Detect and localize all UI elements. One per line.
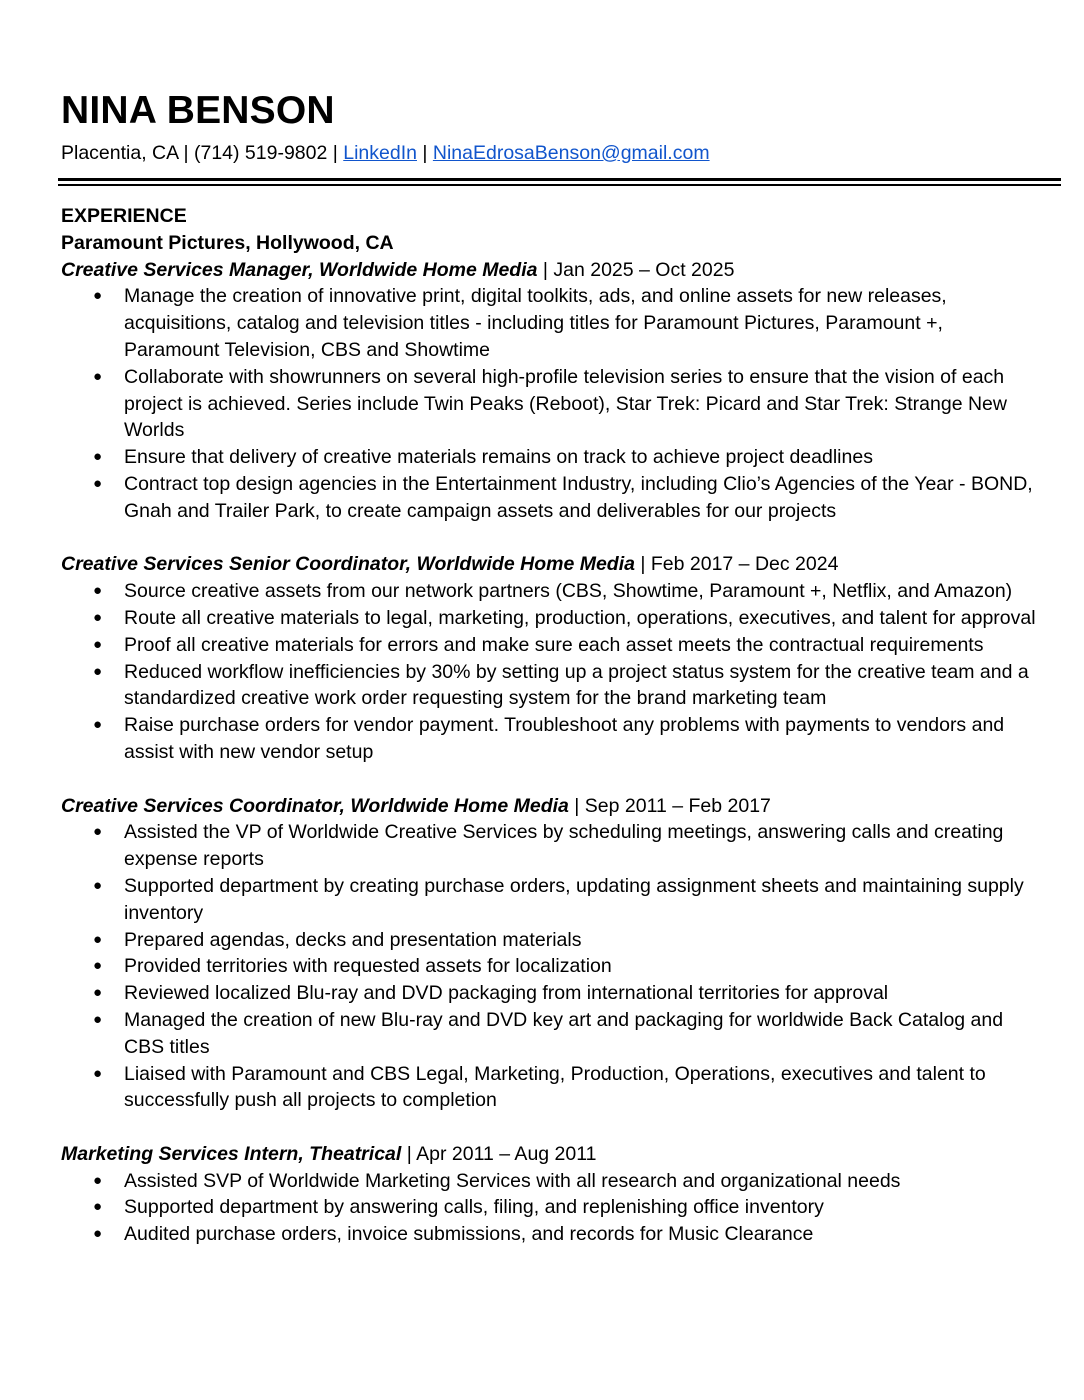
bullet-text: Reduced workflow inefficiencies by 30% by setting up a project status system for the creative team and a standardized creative work order requesting system for the brand marketing team (124, 660, 1029, 710)
contact-location: Placentia, CA (61, 142, 179, 164)
candidate-name: NINA BENSON (61, 89, 335, 132)
company-name: Paramount Pictures, Hollywood, CA (61, 231, 394, 254)
bullet-icon: ● (93, 1225, 103, 1243)
list-item (61, 283, 1051, 363)
list-item (61, 953, 1051, 980)
bullet-icon: ● (93, 930, 103, 948)
list-item (61, 444, 1051, 471)
bullet-text: Liaised with Paramount and CBS Legal, Marketing, Production, Operations, executives and talent to successfully push all projects to completion (124, 1062, 986, 1112)
list-item (61, 1007, 1051, 1061)
list-item (61, 578, 1051, 605)
role-dates: | Sep 2011 – Feb 2017 (568, 794, 771, 817)
bullet-text: Assisted the VP of Worldwide Creative Services by scheduling meetings, answering calls and creating expense reports (124, 821, 1004, 871)
contact-separator: | (327, 142, 344, 164)
role-header (61, 257, 1051, 284)
role-dates: | Jan 2025 – Oct 2025 (537, 258, 735, 281)
bullet-text: Managed the creation of new Blu-ray and DVD key art and packaging for worldwide Back Catalog and CBS titles (124, 1008, 1004, 1058)
bullet-text: Prepared agendas, decks and presentation materials (124, 928, 582, 951)
list-item (61, 364, 1051, 444)
list-item (61, 819, 1051, 873)
list-item (61, 471, 1051, 525)
bullet-icon: ● (93, 662, 103, 680)
bullet-text: Audited purchase orders, invoice submissions, and records for Music Clearance (124, 1223, 814, 1246)
section-heading-experience: EXPERIENCE (61, 205, 187, 227)
bullet-text: Supported department by answering calls, filing, and replenishing office inventory (124, 1196, 824, 1219)
list-item (61, 1194, 1051, 1221)
list-item (61, 1221, 1051, 1248)
role-title: Creative Services Manager, Worldwide Home Media (61, 258, 538, 281)
bullet-icon: ● (93, 582, 103, 600)
bullet-text: Assisted SVP of Worldwide Marketing Services with all research and organizational needs (124, 1169, 901, 1192)
email-link[interactable]: NinaEdrosaBenson@gmail.com (432, 142, 710, 164)
bullet-text: Manage the creation of innovative print, digital toolkits, ads, and online assets for new releases, acquisitions, catalog and television titles - including titles for Paramount Pictures, Paramount +, Paramount Television, CBS and Showtime (124, 285, 947, 361)
bullet-icon: ● (93, 474, 103, 492)
bullet-text: Collaborate with showrunners on several high-profile television series to ensure that the vision of each project is achieved. Series include Twin Peaks (Reboot), Star Trek: Picard and Star Trek: Strange New Worlds (124, 365, 1007, 442)
bullet-text: Reviewed localized Blu-ray and DVD packaging from international territories for approval (124, 982, 889, 1005)
bullet-icon: ● (93, 957, 103, 975)
bullet-text: Route all creative materials to legal, marketing, production, operations, executives, and talent for approval (124, 606, 1036, 629)
list-item (61, 980, 1051, 1007)
list-item (61, 873, 1051, 927)
bullet-text: Raise purchase orders for vendor payment. Troubleshoot any problems with payments to vendors and assist with new vendor setup (124, 714, 1005, 763)
spacer (61, 525, 1051, 552)
contact-line (61, 141, 710, 165)
spacer (61, 766, 1051, 793)
role-bullet-list (61, 1168, 1051, 1248)
list-item (61, 927, 1051, 954)
contact-phone: (714) 519-9802 (193, 142, 328, 164)
role-header (61, 793, 1051, 820)
bullet-icon: ● (93, 1198, 103, 1216)
bullet-icon: ● (93, 635, 103, 653)
bullet-icon: ● (93, 984, 103, 1002)
role-dates: | Feb 2017 – Dec 2024 (634, 553, 839, 576)
spacer (61, 1114, 1051, 1141)
bullet-text: Provided territories with requested assets for localization (124, 955, 612, 978)
role-title: Creative Services Coordinator, Worldwide Home Media (61, 794, 569, 817)
bullet-text: Source creative assets from our network partners (CBS, Showtime, Paramount +, Netflix, and Amazon) (124, 580, 1013, 603)
bullet-icon: ● (93, 1010, 103, 1028)
list-item (61, 632, 1051, 659)
linkedin-link[interactable]: LinkedIn (343, 142, 417, 164)
list-item (61, 1168, 1051, 1195)
bullet-icon: ● (93, 287, 103, 305)
contact-separator: | (178, 142, 194, 164)
bullet-text: Ensure that delivery of creative materials remains on track to achieve project deadlines (124, 446, 873, 469)
bullet-icon: ● (93, 448, 103, 466)
bullet-icon: ● (93, 608, 103, 626)
contact-separator: | (416, 142, 433, 164)
experience-section (61, 203, 1051, 1248)
list-item (61, 1061, 1051, 1115)
role-header (61, 1141, 1051, 1168)
bullet-icon: ● (93, 1064, 103, 1082)
role-bullet-list (61, 283, 1051, 524)
list-item (61, 712, 1051, 766)
bullet-text: Proof all creative materials for errors and make sure each asset meets the contractual requirements (124, 633, 984, 656)
list-item (61, 605, 1051, 632)
bullet-icon: ● (93, 716, 103, 734)
bullet-icon: ● (93, 1171, 103, 1189)
role-bullet-list (61, 819, 1051, 1114)
header-divider-thin (58, 184, 1061, 186)
bullet-icon: ● (93, 367, 103, 385)
bullet-icon: ● (93, 823, 103, 841)
role-header (61, 551, 1051, 578)
bullet-icon: ● (93, 876, 103, 894)
role-title: Creative Services Senior Coordinator, Worldwide Home Media (61, 553, 635, 576)
bullet-text: Supported department by creating purchase orders, updating assignment sheets and maintaining supply inventory (124, 874, 1024, 924)
header-divider-thick (58, 178, 1061, 181)
role-bullet-list (61, 578, 1051, 766)
list-item (61, 659, 1051, 713)
bullet-text: Contract top design agencies in the Entertainment Industry, including Clio’s Agencies of the Year - BOND, Gnah and Trailer Park, to create campaign assets and deliverables for our projects (124, 472, 1033, 522)
role-dates: | Apr 2011 – Aug 2011 (401, 1142, 597, 1165)
role-title: Marketing Services Intern, Theatrical (61, 1142, 402, 1165)
